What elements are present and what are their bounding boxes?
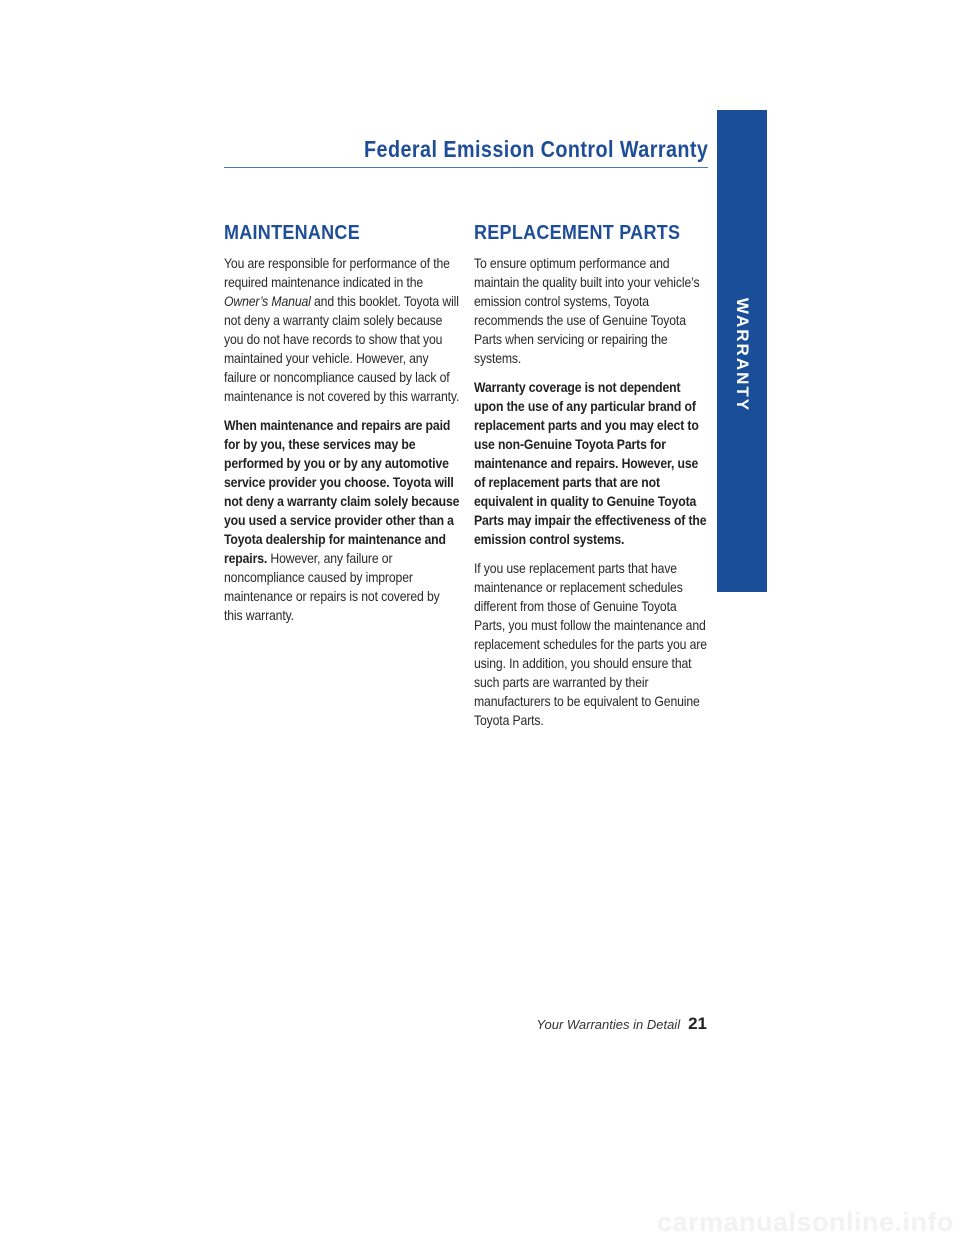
replacement-p1-text: To ensure optimum performance and maintain the quality built into your vehicle’s emission control systems, Toyota recommends the use of Genuine Toyota Parts when servicing or repairing the systems. (474, 256, 700, 366)
site-watermark: carmanualsonline.info (656, 1207, 954, 1237)
maintenance-p1-text: You are responsible for performance of the required maintenance indicated in the (224, 256, 450, 290)
section-tab-text: WARRANTY (733, 297, 752, 413)
section-tab-label (717, 270, 767, 440)
maintenance-heading: MAINTENANCE (224, 222, 360, 244)
replacement-parts-section (474, 222, 710, 740)
replacement-parts-heading: REPLACEMENT PARTS (474, 222, 681, 244)
maintenance-paragraph-1 (224, 254, 460, 406)
page-footer (537, 1014, 707, 1034)
replacement-paragraph-2 (474, 378, 710, 549)
replacement-paragraph-1 (474, 254, 710, 368)
maintenance-section (224, 222, 460, 635)
maintenance-p2-rest: However, any failure or noncompliance caused by improper maintenance or repairs is not covered by this warranty. (224, 551, 440, 623)
title-divider (224, 167, 708, 168)
replacement-paragraph-3 (474, 559, 710, 730)
maintenance-paragraph-2 (224, 416, 460, 625)
page-title: Federal Emission Control Warranty (363, 136, 708, 162)
replacement-p2-bold: Warranty coverage is not dependent upon the use of any particular brand of replacement parts and you may elect to use non-Genuine Toyota Parts for maintenance and repairs. However, use of replacement parts that are not equivalent in quality to Genuine Toyota Parts may impair the effectiveness of the emission control systems. (474, 380, 707, 547)
page-number: 21 (688, 1014, 707, 1033)
owners-manual-title: Owner’s Manual (224, 294, 311, 309)
footer-title: Your Warranties in Detail (536, 1017, 681, 1032)
maintenance-p1-rest: and this booklet. Toyota will not deny a warranty claim solely because you do not have records to show that you maintained your vehicle. However, any failure or noncompliance caused by lack of maintenance is not covered by this warranty. (224, 294, 460, 404)
replacement-p3-text: If you use replacement parts that have maintenance or replacement schedules different from those of Genuine Toyota Parts, you must follow the maintenance and replacement schedules for the parts you are using. In addition, you should ensure that such parts are warranted by their manufacturers to be equivalent to Genuine Toyota Parts. (474, 561, 707, 728)
maintenance-p2-bold: When maintenance and repairs are paid for by you, these services may be performed by you or by any automotive service provider you choose. Toyota will not deny a warranty claim solely because you used a service provider other than a Toyota dealership for maintenance and repairs. (224, 418, 460, 566)
